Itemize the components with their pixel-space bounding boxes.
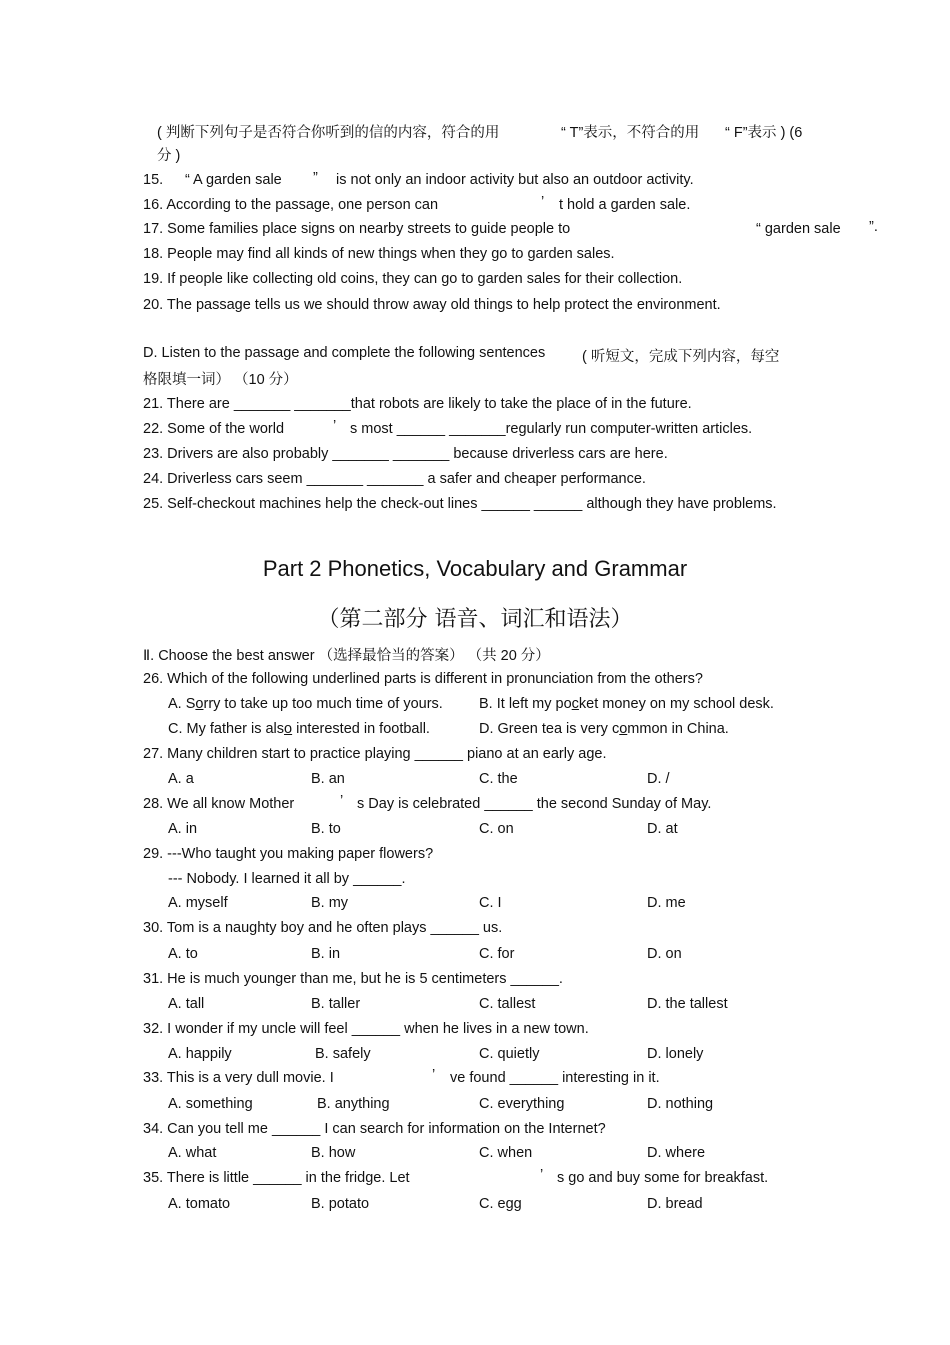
question-28-option-b: B. to (311, 821, 341, 837)
question-31-option-d: D. the tallest (647, 996, 728, 1012)
section-c-instruction-f: “ F”表示 ) (6 (725, 125, 803, 141)
question-22-apostrophe: ’ (333, 418, 337, 434)
question-27-option-a: A. a (168, 771, 194, 787)
question-16: 16. According to the passage, one person can (143, 197, 439, 213)
question-29-reply: --- Nobody. I learned it all by ______. (168, 871, 406, 887)
question-27-option-b: B. an (311, 771, 345, 787)
section-c-instruction-t: “ T”表示，不符合的用 (561, 125, 700, 141)
section-ii-instruction: Ⅱ. Choose the best answer （选择最恰当的答案） （共 20 分） (143, 648, 550, 664)
question-35-option-c: C. egg (479, 1196, 522, 1212)
question-30-option-d: D. on (647, 946, 682, 962)
question-16-text: t hold a garden sale. (559, 197, 691, 213)
question-17: 17. Some families place signs on nearby streets to guide people to (143, 221, 571, 237)
part-2-title: Part 2 Phonetics, Vocabulary and Grammar (262, 556, 688, 581)
question-33-option-c: C. everything (479, 1096, 565, 1112)
question-19: 19. If people like collecting old coins, they can go to garden sales for their collection. (143, 271, 683, 287)
question-34-option-d: D. where (647, 1145, 706, 1161)
question-28-option-a: A. in (168, 821, 198, 837)
question-26-option-b (479, 696, 774, 712)
section-d-instruction-points: 格限填一词） （10 分） (143, 372, 298, 388)
question-17-quote: “ garden sale (756, 221, 841, 237)
part-2-subtitle: （第二部分 语音、词汇和语法） (317, 607, 633, 632)
underlined-letter: c (571, 696, 579, 712)
question-26: 26. Which of the following underlined parts is different in pronunciation from the others? (143, 671, 703, 687)
option-text: B. It left my po (479, 696, 572, 712)
question-25: 25. Self-checkout machines help the check-out lines ______ ______ although they have problems. (143, 496, 777, 512)
question-35-option-d: D. bread (647, 1196, 703, 1212)
question-34-option-b: B. how (311, 1145, 356, 1161)
question-31-option-c: C. tallest (479, 996, 536, 1012)
underlined-letter: o (619, 721, 628, 737)
question-29-option-d: D. me (647, 895, 686, 911)
question-28-apostrophe: ’ (340, 793, 344, 809)
question-32-option-d: D. lonely (647, 1046, 704, 1062)
question-35-text: s go and buy some for breakfast. (557, 1170, 769, 1186)
question-29-option-a: A. myself (168, 895, 228, 911)
question-28-option-c: C. on (479, 821, 514, 837)
question-30-option-c: C. for (479, 946, 515, 962)
question-33-option-a: A. something (168, 1096, 253, 1112)
question-32-option-b: B. safely (315, 1046, 371, 1062)
option-text: mmon in China. (627, 721, 729, 737)
underlined-letter: o (284, 721, 293, 737)
option-text: rry to take up too much time of yours. (203, 696, 443, 712)
section-d-instruction: D. Listen to the passage and complete the following sentences (143, 345, 546, 361)
question-28-option-d: D. at (647, 821, 678, 837)
option-text: ket money on my school desk. (578, 696, 774, 712)
question-31: 31. He is much younger than me, but he is 5 centimeters ______. (143, 971, 563, 987)
question-33-apostrophe: ’ (432, 1067, 436, 1083)
question-27-option-d: D. / (647, 771, 670, 787)
question-27: 27. Many children start to practice playing ______ piano at an early age. (143, 746, 607, 762)
question-23: 23. Drivers are also probably _______ _______ because driverless cars are here. (143, 446, 668, 462)
question-15-number: 15. (143, 172, 164, 188)
question-16-apostrophe: ’ (541, 194, 545, 210)
question-32-option-a: A. happily (168, 1046, 232, 1062)
question-30-option-b: B. in (311, 946, 341, 962)
question-18: 18. People may find all kinds of new things when they go to garden sales. (143, 246, 615, 262)
question-35-apostrophe: ’ (540, 1167, 544, 1183)
question-26-option-a (168, 696, 443, 712)
question-17-end: ”. (869, 219, 878, 235)
question-34: 34. Can you tell me ______ I can search for information on the Internet? (143, 1121, 606, 1137)
question-31-option-b: B. taller (311, 996, 361, 1012)
question-30: 30. Tom is a naughty boy and he often plays ______ us. (143, 920, 503, 936)
question-22-text: s most ______ _______regularly run computer-written articles. (350, 421, 753, 437)
question-26-option-c (168, 721, 430, 737)
question-33-option-d: D. nothing (647, 1096, 714, 1112)
option-text: C. My father is als (168, 721, 285, 737)
question-33-text: ve found ______ interesting in it. (450, 1070, 660, 1086)
question-35-option-b: B. potato (311, 1196, 370, 1212)
question-33: 33. This is a very dull movie. I (143, 1070, 334, 1086)
question-15-quote: “ A garden sale (185, 172, 282, 188)
section-c-instruction: ( 判断下列句子是否符合你听到的信的内容，符合的用 (157, 125, 500, 141)
question-33-option-b: B. anything (317, 1096, 390, 1112)
section-d-instruction-cn: ( 听短文，完成下列内容，每空 (582, 349, 780, 365)
question-21: 21. There are _______ _______that robots are likely to take the place of in the future. (143, 396, 692, 412)
question-28: 28. We all know Mother (143, 796, 295, 812)
question-30-option-a: A. to (168, 946, 198, 962)
question-34-option-a: A. what (168, 1145, 217, 1161)
question-32-option-c: C. quietly (479, 1046, 540, 1062)
question-32: 32. I wonder if my uncle will feel ______ when he lives in a new town. (143, 1021, 589, 1037)
question-24: 24. Driverless cars seem _______ _______ a safer and cheaper performance. (143, 471, 646, 487)
option-text: A. S (168, 696, 196, 712)
question-28-text: s Day is celebrated ______ the second Sunday of May. (357, 796, 712, 812)
question-35-option-a: A. tomato (168, 1196, 231, 1212)
question-26-option-d (479, 721, 729, 737)
option-text: D. Green tea is very c (479, 721, 620, 737)
question-22: 22. Some of the world (143, 421, 285, 437)
question-31-option-a: A. tall (168, 996, 205, 1012)
option-text: interested in football. (292, 721, 430, 737)
question-27-option-c: C. the (479, 771, 518, 787)
question-29-option-b: B. my (311, 895, 349, 911)
question-34-option-c: C. when (479, 1145, 533, 1161)
question-15-text: is not only an indoor activity but also an outdoor activity. (336, 172, 694, 188)
question-29: 29. ---Who taught you making paper flowers? (143, 846, 434, 862)
question-20: 20. The passage tells us we should throw away old things to help protect the environment. (143, 297, 721, 313)
section-c-instruction-points: 分 ) (157, 148, 181, 164)
question-35: 35. There is little ______ in the fridge. Let (143, 1170, 410, 1186)
question-15-quote-close: ” (313, 170, 318, 186)
underlined-letter: o (195, 696, 204, 712)
question-29-option-c: C. I (479, 895, 502, 911)
